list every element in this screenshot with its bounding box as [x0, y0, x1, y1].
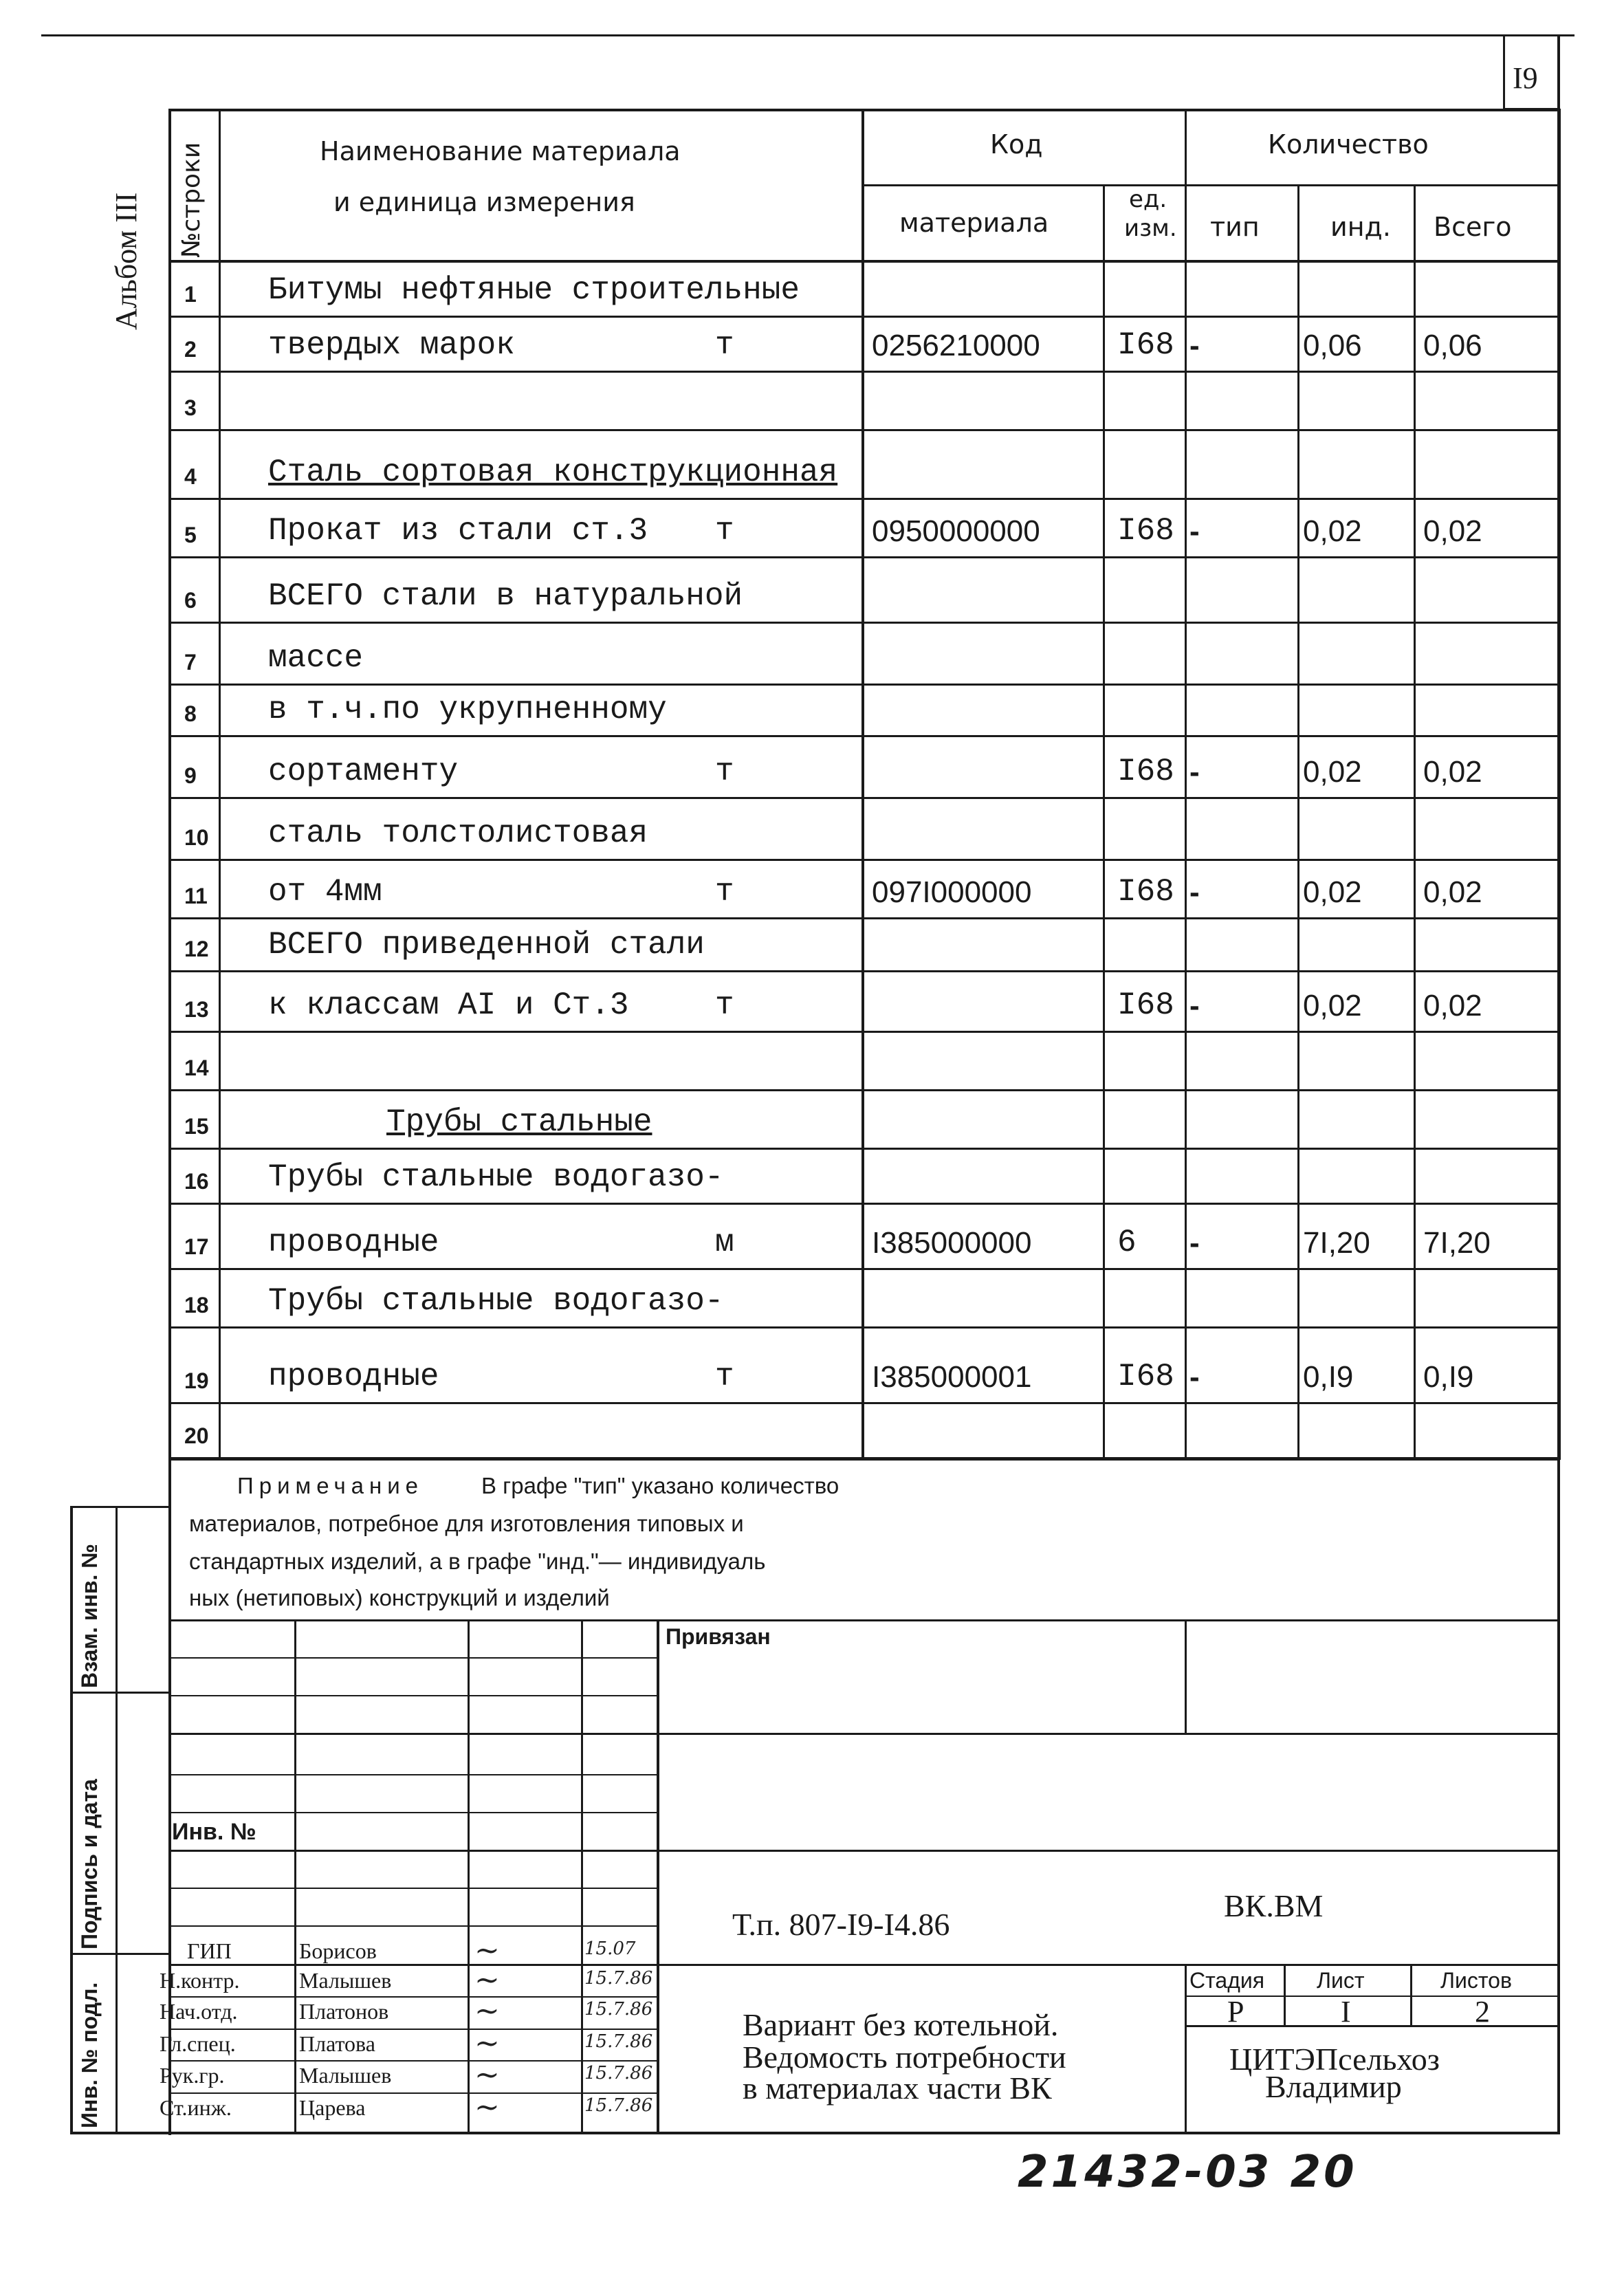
signature-mark: ~ — [474, 1993, 500, 2029]
row-number: 19 — [184, 1368, 209, 1393]
row-unit: т — [715, 513, 734, 549]
signature-mark: ~ — [474, 1963, 500, 1998]
row-qty-type: - — [1189, 1226, 1200, 1260]
signer-name: Платонов — [299, 1999, 389, 2024]
row-number: 15 — [184, 1114, 209, 1139]
stamp-row-line — [168, 1657, 658, 1659]
signer-role: Н.контр. — [160, 1968, 240, 1993]
row-separator — [168, 859, 1560, 861]
row-qty-type: - — [1189, 755, 1200, 789]
row-separator — [168, 1326, 1560, 1329]
stamp-row-line — [168, 2092, 658, 2094]
signature-mark: ~ — [474, 1933, 500, 1968]
stamp-top-line — [168, 1619, 1560, 1621]
row-separator — [168, 1268, 1560, 1270]
signature-mark: ~ — [474, 2057, 500, 2092]
signer-role: Нач.отд. — [160, 1999, 238, 2024]
row-number: 16 — [184, 1169, 209, 1194]
stamp-stage: Р — [1227, 1995, 1244, 2029]
side-strip-div2 — [70, 1953, 170, 1955]
row-qty-type: - — [1189, 514, 1200, 548]
table-left-border — [168, 109, 171, 1470]
row-qty-total: 0,02 — [1423, 755, 1482, 789]
row-number: 5 — [184, 523, 197, 547]
note-line4: ных (нетиповых) конструкций и изделий — [189, 1585, 610, 1610]
row-number: 2 — [184, 337, 197, 362]
header-row-number: №строки — [177, 142, 206, 258]
signer-date: 15.7.86 — [584, 2095, 653, 2116]
stamp-row-line — [168, 1996, 658, 1998]
row-qty-type: - — [1189, 329, 1200, 362]
stamp-org-line2: Владимир — [1265, 2069, 1402, 2104]
header-bottom-line — [168, 260, 1560, 263]
row-code: 0950000000 — [872, 514, 1040, 548]
row-number: 14 — [184, 1056, 209, 1080]
stamp-stage-label: Стадия — [1189, 1968, 1265, 1993]
row-separator — [168, 622, 1560, 624]
row-separator — [168, 735, 1560, 737]
row-number: 7 — [184, 650, 197, 675]
stamp-sheet: I — [1341, 1995, 1351, 2029]
row-unit: м — [715, 1225, 734, 1260]
page-number: I9 — [1513, 61, 1538, 95]
side-strip-inner — [116, 1506, 118, 2132]
header-top-line — [168, 109, 1560, 111]
row-separator — [168, 556, 1560, 558]
row-qty-total: 0,02 — [1423, 989, 1482, 1023]
stamp-privyazan: Привязан — [666, 1624, 771, 1649]
row-number: 12 — [184, 937, 209, 961]
row-qty-ind: 0,02 — [1303, 514, 1362, 548]
row-qty-total: 0,06 — [1423, 329, 1482, 362]
stamp-bottom-line — [70, 2132, 1560, 2134]
stamp-mark: ВК.ВМ — [1224, 1888, 1324, 1923]
row-qty-type: - — [1189, 1360, 1200, 1394]
row-separator — [168, 1203, 1560, 1205]
row-number: 3 — [184, 395, 197, 420]
stamp-row-line — [168, 1925, 658, 1927]
row-unit-code: I68 — [1117, 987, 1174, 1023]
header-code-unit-2: изм. — [1124, 215, 1177, 242]
stamp-row-line — [168, 1695, 658, 1696]
stamp-row-line — [168, 1774, 658, 1775]
row-number: 13 — [184, 997, 209, 1022]
row-qty-type: - — [1189, 989, 1200, 1023]
stamp-privyazan-split — [1185, 1619, 1187, 1733]
bottom-code: 21432-03 20 — [1018, 2147, 1357, 2198]
signer-name: Платова — [299, 2031, 375, 2056]
row-qty-ind: 0,06 — [1303, 329, 1362, 362]
row-qty-ind: 0,02 — [1303, 755, 1362, 789]
signer-name: Малышев — [299, 1968, 392, 1993]
signer-name: Борисов — [299, 1938, 377, 1963]
side-label-inv-podl: Инв. № подл. — [77, 1982, 102, 2128]
note-line1: В графе "тип" указано количество — [481, 1473, 840, 1498]
row-name: к классам АI и Ст.3 — [268, 987, 629, 1023]
row-code: I385000001 — [872, 1360, 1032, 1394]
side-label-vzam: Взам. инв. № — [77, 1544, 102, 1688]
album-label: Альбом III — [109, 192, 143, 330]
stamp-row-line — [168, 1733, 1560, 1735]
row-separator — [168, 498, 1560, 500]
row-separator — [168, 970, 1560, 972]
row-number: 20 — [184, 1423, 209, 1448]
stamp-org-line1: ЦИТЭПсельхоз — [1229, 2042, 1440, 2077]
row-unit-code: I68 — [1117, 754, 1174, 789]
signer-date: 15.7.86 — [584, 1968, 653, 1989]
row-unit-code: I68 — [1117, 1359, 1174, 1395]
stamp-right-split — [1185, 1964, 1187, 2132]
stamp-row-line — [168, 1888, 658, 1889]
stamp-row-line — [168, 1850, 1560, 1852]
row-separator — [168, 371, 1560, 373]
row-unit: т — [715, 874, 734, 910]
row-number: 8 — [184, 701, 197, 726]
row-qty-total: 0,02 — [1423, 514, 1482, 548]
header-code-material: материала — [899, 208, 1049, 238]
col-line-rownum — [219, 109, 221, 1460]
row-number: 10 — [184, 825, 209, 850]
row-unit: т — [715, 1359, 734, 1395]
row-code: 097I000000 — [872, 875, 1032, 909]
row-separator — [168, 429, 1560, 431]
col-line-name — [862, 109, 864, 1460]
row-separator — [168, 1031, 1560, 1033]
signer-role: ГИП — [187, 1938, 232, 1963]
signer-date: 15.7.86 — [584, 1999, 653, 2020]
row-number: 6 — [184, 588, 197, 613]
stamp-sheet-label: Лист — [1317, 1968, 1365, 1993]
note-label: Примечание — [237, 1473, 424, 1498]
row-number: 18 — [184, 1293, 209, 1318]
table-right-border — [1558, 109, 1561, 1460]
header-code: Код — [990, 129, 1043, 160]
header-mid-line — [862, 184, 1560, 186]
col-line-unit — [1185, 109, 1187, 1460]
row-name: массе — [268, 640, 364, 676]
row-unit: т — [715, 754, 734, 789]
header-q-ind: инд. — [1330, 212, 1391, 242]
row-unit-code: I68 — [1117, 327, 1174, 363]
header-quantity: Количество — [1268, 129, 1429, 160]
signer-name: Царева — [299, 2095, 366, 2120]
row-qty-total: 0,I9 — [1423, 1360, 1474, 1394]
signature-mark: ~ — [474, 2090, 500, 2125]
signer-date: 15.7.86 — [584, 2031, 653, 2052]
row-separator — [168, 316, 1560, 318]
row-name: твердых марок — [268, 327, 515, 363]
row-qty-ind: 0,I9 — [1303, 1360, 1354, 1394]
header-q-total: Всего — [1434, 212, 1512, 242]
row-name: Сталь сортовая конструкционная — [268, 455, 838, 490]
side-strip-top — [70, 1506, 170, 1508]
row-number: 9 — [184, 763, 197, 788]
row-name: Прокат из стали ст.3 — [268, 513, 648, 549]
row-name: сталь толстолистовая — [268, 816, 648, 851]
row-name: проводные — [268, 1359, 439, 1395]
table-bottom-line — [168, 1458, 1560, 1461]
stamp-doc-code: Т.п. 807-I9-I4.86 — [732, 1907, 950, 1942]
row-name: в т.ч.по укрупненному — [268, 692, 667, 728]
signer-date: 15.7.86 — [584, 2063, 653, 2084]
row-qty-total: 0,02 — [1423, 875, 1482, 909]
row-number: 11 — [184, 884, 208, 908]
stamp-title-line1: Вариант без котельной. — [743, 2007, 1059, 2042]
row-name: сортаменту — [268, 754, 459, 789]
row-number: 1 — [184, 282, 197, 307]
stamp-row-line — [168, 2029, 658, 2030]
row-qty-ind: 0,02 — [1303, 875, 1362, 909]
row-separator — [168, 1402, 1560, 1404]
row-unit-code: I68 — [1117, 874, 1174, 910]
row-separator — [168, 684, 1560, 686]
row-qty-ind: 0,02 — [1303, 989, 1362, 1023]
stamp-sheet-split — [1410, 1964, 1412, 2026]
stamp-row-line — [168, 1964, 1560, 1966]
row-name: от 4мм — [268, 874, 382, 910]
signer-role: Ст.инж. — [160, 2095, 232, 2120]
signer-role: Рук.гр. — [160, 2063, 225, 2088]
signer-name: Малышев — [299, 2063, 392, 2088]
header-name-line1: Наименование материала — [320, 136, 681, 166]
row-unit: т — [715, 987, 734, 1023]
row-name: Трубы стальные водогазо- — [268, 1283, 724, 1319]
row-unit: т — [715, 327, 734, 363]
row-name: Трубы стальные — [386, 1104, 652, 1140]
row-unit-code: I68 — [1117, 513, 1174, 549]
row-separator — [168, 1148, 1560, 1150]
stamp-sheets: 2 — [1475, 1995, 1490, 2029]
row-code: I385000000 — [872, 1226, 1032, 1260]
stamp-title-line2: Ведомость потребности — [743, 2040, 1066, 2075]
header-q-type: тип — [1210, 212, 1260, 242]
row-unit-code: 6 — [1117, 1225, 1137, 1260]
header-code-unit-1: ед. — [1129, 186, 1167, 213]
stamp-row-line — [168, 2060, 658, 2062]
stamp-sheets-label: Листов — [1440, 1968, 1512, 1993]
row-name: ВСЕГО стали в натуральной — [268, 578, 743, 614]
row-number: 17 — [184, 1234, 209, 1259]
row-separator — [168, 917, 1560, 919]
row-code: 0256210000 — [872, 329, 1040, 362]
row-separator — [168, 797, 1560, 799]
signature-mark: ~ — [474, 2026, 500, 2061]
row-name: Трубы стальные водогазо- — [268, 1159, 724, 1195]
signer-date: 15.07 — [584, 1938, 636, 1959]
stamp-row-line — [168, 1812, 658, 1813]
top-border — [41, 34, 1574, 36]
row-number: 4 — [184, 464, 197, 489]
side-strip-outer — [70, 1506, 73, 2132]
row-qty-type: - — [1189, 875, 1200, 909]
note-line2: материалов, потребное для изготовления типовых и — [189, 1511, 744, 1536]
side-label-podpis: Подпись и дата — [77, 1779, 102, 1949]
note-line3: стандартных изделий, а в графе "инд."— индивидуаль — [189, 1549, 766, 1574]
stamp-title-line3: в материалах части ВК — [743, 2070, 1052, 2106]
header-name-line2: и единица измерения — [333, 187, 635, 217]
stamp-inv-no: Инв. № — [172, 1819, 256, 1845]
side-strip-div1 — [70, 1692, 170, 1694]
page-number-box-left — [1503, 34, 1505, 110]
signer-role: Гл.спец. — [160, 2031, 236, 2056]
row-name: проводные — [268, 1225, 439, 1260]
row-qty-total: 7I,20 — [1423, 1226, 1491, 1260]
row-qty-ind: 7I,20 — [1303, 1226, 1370, 1260]
row-separator — [168, 1089, 1560, 1091]
row-name: Битумы нефтяные строительные — [268, 272, 800, 308]
stamp-stage-split — [1284, 1964, 1286, 2026]
row-name: ВСЕГО приведенной стали — [268, 927, 705, 963]
